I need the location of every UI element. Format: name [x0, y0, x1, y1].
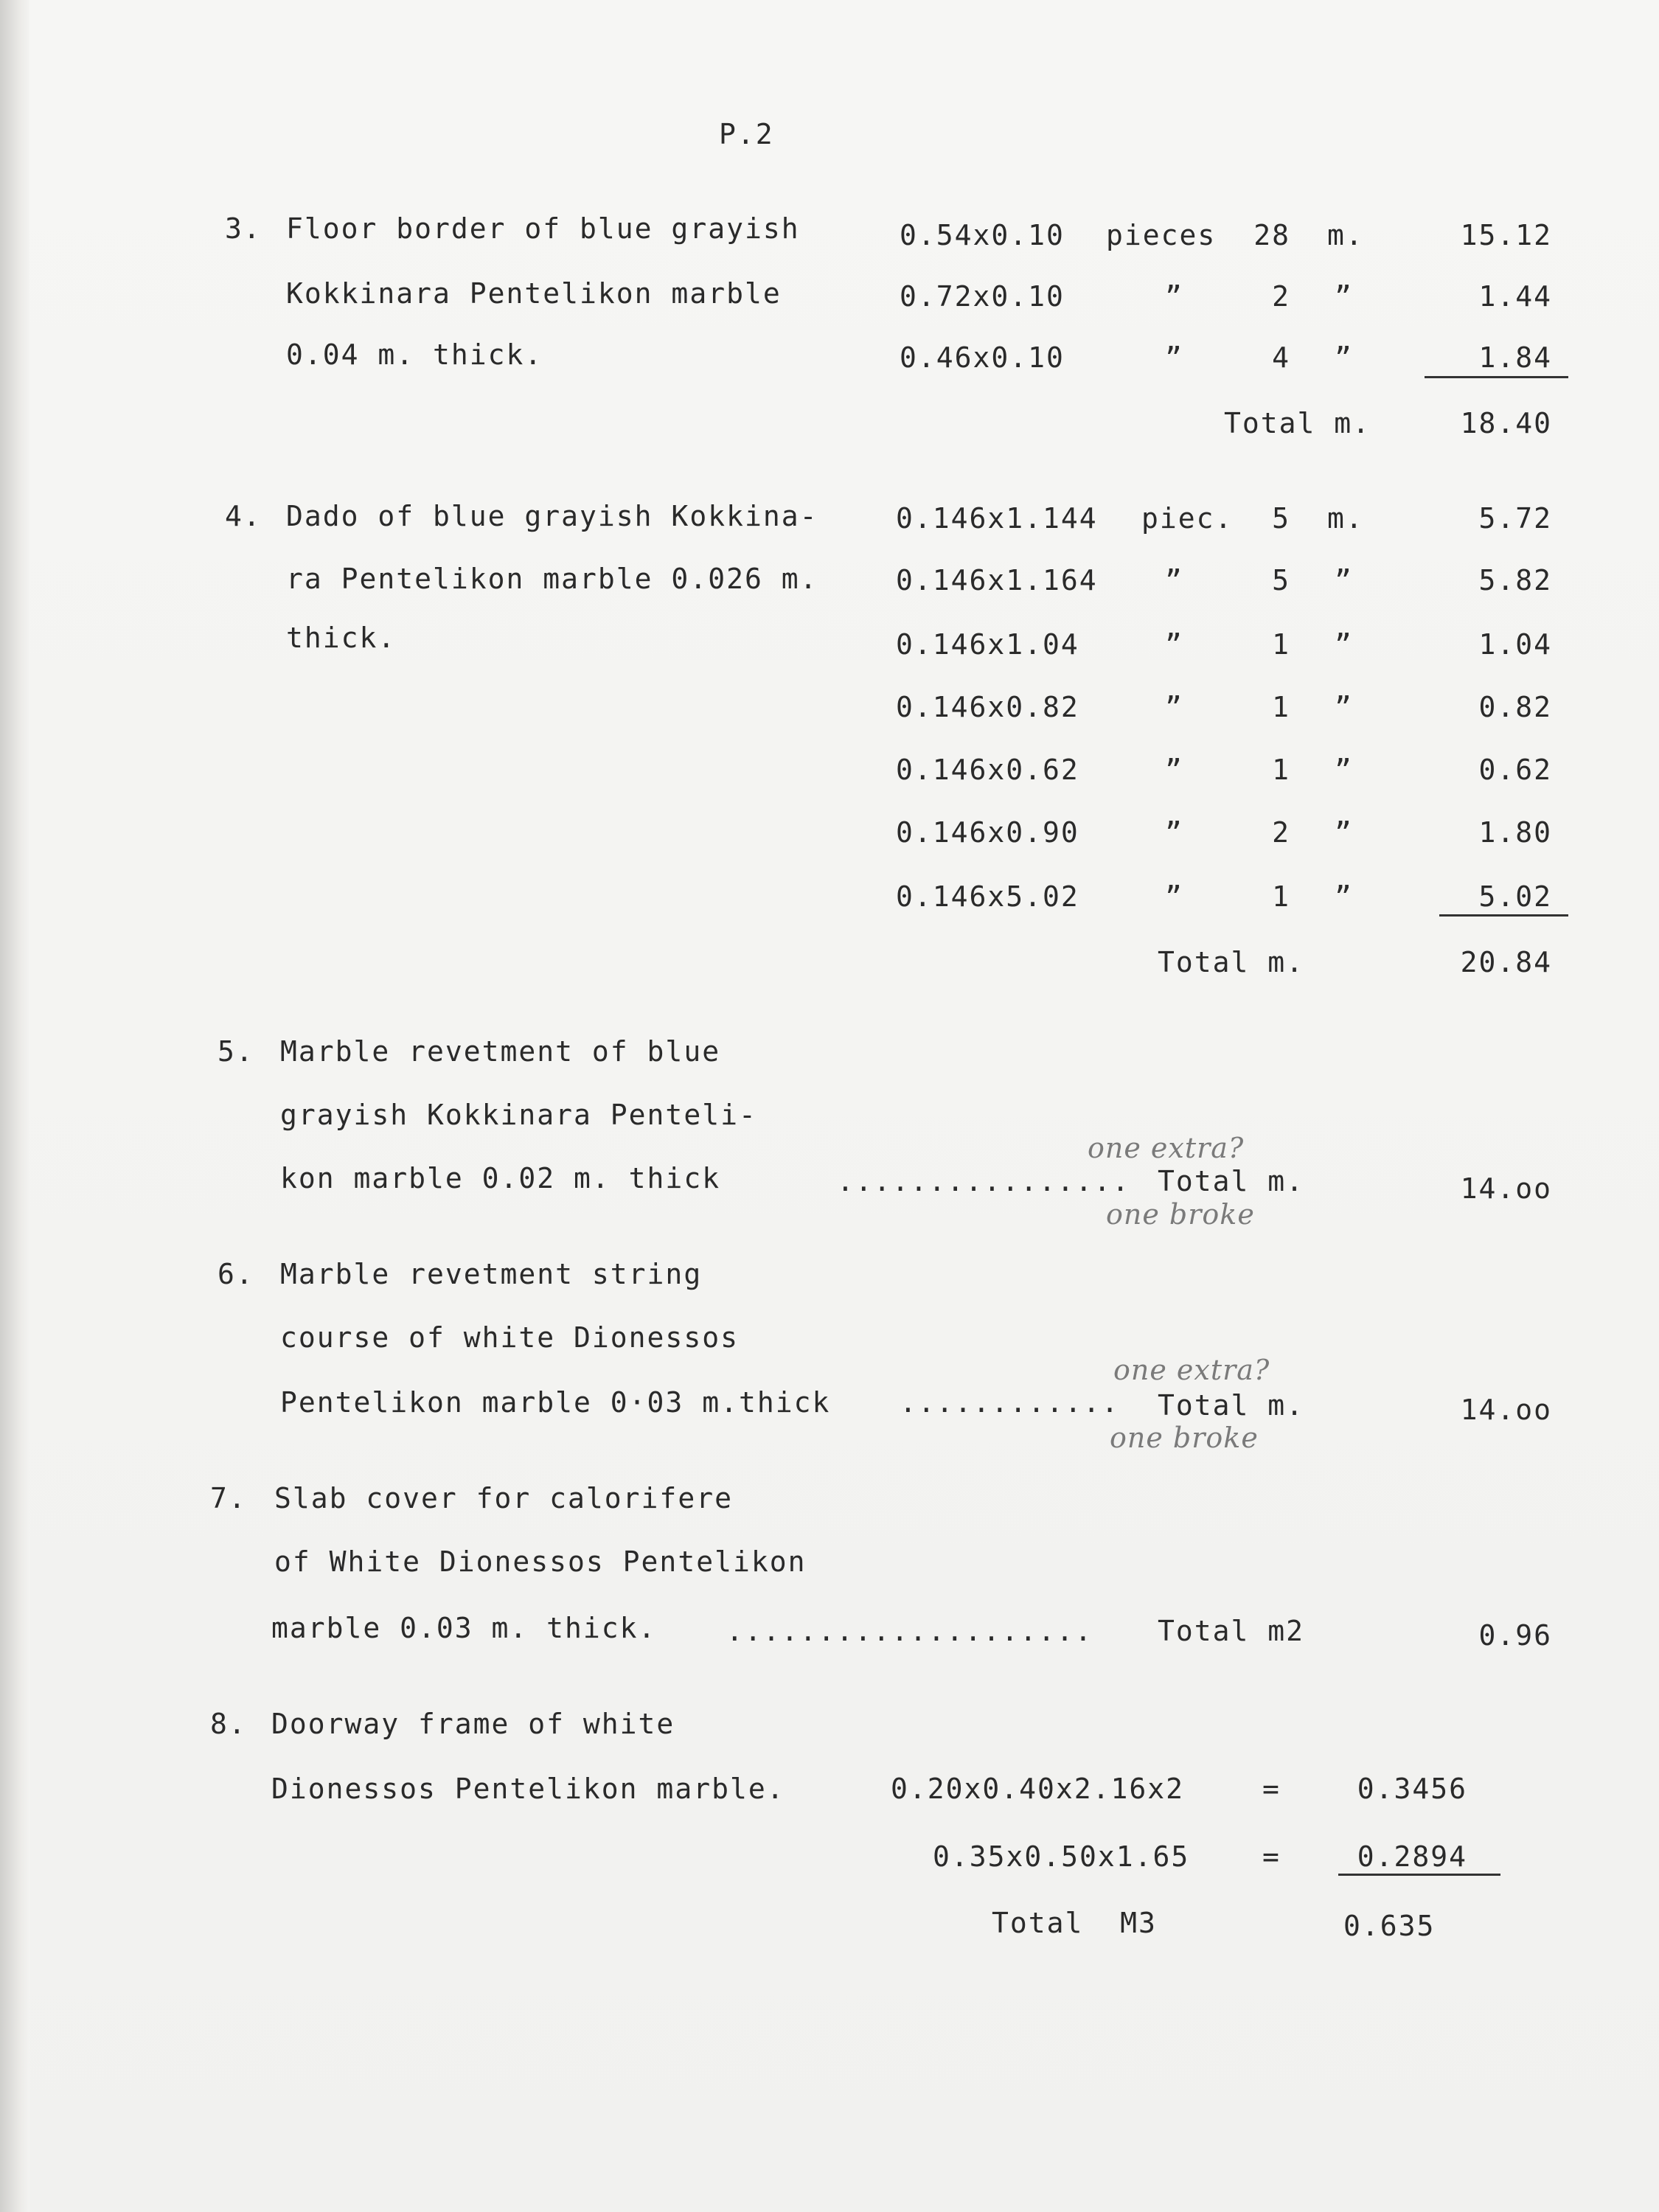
quantity: 1: [1272, 628, 1290, 661]
item-description-line: Dado of blue grayish Kokkina-: [286, 500, 818, 532]
leader-dots: ............: [900, 1386, 1120, 1419]
total-value: 20.84: [1460, 946, 1552, 978]
item-description-line: kon marble 0.02 m. thick: [280, 1162, 721, 1194]
dimensions: 0.146x0.90: [896, 816, 1079, 849]
unit: ”: [1165, 280, 1183, 313]
quantity: 1: [1272, 880, 1290, 913]
total-label: Total m.: [1224, 407, 1371, 439]
value: 1.84: [1478, 341, 1552, 374]
quantity: 1: [1272, 691, 1290, 723]
value: 5.82: [1478, 564, 1552, 597]
total-label: Total m2: [1158, 1615, 1305, 1647]
item-description-line: Doorway frame of white: [271, 1708, 675, 1740]
item-description-line: Pentelikon marble 0·03 m.thick: [280, 1386, 831, 1419]
value: 0.2894: [1357, 1840, 1467, 1873]
page-number: P.2: [719, 118, 774, 150]
value: 0.82: [1478, 691, 1552, 723]
unit: pieces: [1106, 219, 1217, 251]
item-description-line: ra Pentelikon marble 0.026 m.: [286, 563, 818, 595]
unit: ”: [1165, 341, 1183, 374]
measure: ”: [1335, 280, 1353, 313]
item-number: 3.: [225, 212, 262, 245]
total-rule: [1338, 1874, 1500, 1876]
measure: ”: [1335, 341, 1353, 374]
total-label: Total m.: [1158, 1165, 1305, 1197]
item-description-line: of White Dionessos Pentelikon: [274, 1545, 807, 1578]
leader-dots: ................: [837, 1165, 1131, 1197]
dimensions: 0.146x1.144: [896, 502, 1098, 535]
measure: ”: [1335, 628, 1353, 661]
unit: ”: [1165, 564, 1183, 597]
unit: ”: [1165, 691, 1183, 723]
measure: ”: [1335, 880, 1353, 913]
item-number: 8.: [210, 1708, 247, 1740]
total-value: 14.oo: [1460, 1394, 1552, 1426]
dimensions: 0.146x1.04: [896, 628, 1079, 661]
dimensions: 0.146x0.62: [896, 754, 1079, 786]
quantity: 5: [1272, 564, 1290, 597]
value: 0.62: [1478, 754, 1552, 786]
value: 1.80: [1478, 816, 1552, 849]
quantity: 2: [1272, 816, 1290, 849]
equals-sign: =: [1262, 1840, 1281, 1873]
value: 5.72: [1478, 502, 1552, 535]
total-label: Total m.: [1158, 1389, 1305, 1422]
item-description-line: Floor border of blue grayish: [286, 212, 800, 245]
quantity: 4: [1272, 341, 1290, 374]
dimensions: 0.72x0.10: [900, 280, 1065, 313]
item-description-line: marble 0.03 m. thick.: [271, 1612, 657, 1644]
handwritten-note: one broke: [1106, 1198, 1255, 1231]
item-number: 4.: [225, 500, 262, 532]
dimensions: 0.54x0.10: [900, 219, 1065, 251]
dimensions: 0.146x5.02: [896, 880, 1079, 913]
quantity: 5: [1272, 502, 1290, 535]
handwritten-note: one extra?: [1113, 1354, 1270, 1386]
leader-dots: ....................: [708, 1615, 1093, 1647]
dimensions: 0.146x0.82: [896, 691, 1079, 723]
value: 5.02: [1478, 880, 1552, 913]
paper-edge: [0, 0, 29, 2212]
handwritten-note: one broke: [1110, 1422, 1259, 1454]
value: 1.44: [1478, 280, 1552, 313]
value: 15.12: [1460, 219, 1552, 251]
value: 0.3456: [1357, 1773, 1467, 1805]
item-description-line: course of white Dionessos: [280, 1321, 739, 1354]
total-label: Total M3: [992, 1907, 1157, 1939]
handwritten-note: one extra?: [1088, 1132, 1245, 1164]
dimensions: 0.46x0.10: [900, 341, 1065, 374]
item-description-line: thick.: [286, 622, 397, 654]
dimensions: 0.35x0.50x1.65: [933, 1840, 1190, 1873]
equals-sign: =: [1262, 1773, 1281, 1805]
quantity: 2: [1272, 280, 1290, 313]
item-number: 6.: [218, 1258, 254, 1290]
item-description-line: grayish Kokkinara Penteli-: [280, 1099, 757, 1131]
value: 1.04: [1478, 628, 1552, 661]
quantity: 28: [1253, 219, 1290, 251]
unit: ”: [1165, 628, 1183, 661]
measure: ”: [1335, 816, 1353, 849]
item-description-line: Dionessos Pentelikon marble.: [271, 1773, 785, 1805]
total-label: Total m.: [1158, 946, 1305, 978]
item-number: 7.: [210, 1482, 247, 1514]
total-value: 14.oo: [1460, 1172, 1552, 1205]
measure: m.: [1327, 219, 1364, 251]
total-value: 0.635: [1343, 1910, 1436, 1942]
unit: piec.: [1141, 502, 1234, 535]
dimensions: 0.20x0.40x2.16x2: [891, 1773, 1185, 1805]
measure: m.: [1327, 502, 1364, 535]
total-value: 0.96: [1478, 1619, 1552, 1652]
total-rule: [1439, 914, 1568, 917]
unit: ”: [1165, 880, 1183, 913]
measure: ”: [1335, 691, 1353, 723]
item-description-line: Slab cover for calorifere: [274, 1482, 733, 1514]
dimensions: 0.146x1.164: [896, 564, 1098, 597]
total-value: 18.40: [1460, 407, 1552, 439]
unit: ”: [1165, 754, 1183, 786]
quantity: 1: [1272, 754, 1290, 786]
unit: ”: [1165, 816, 1183, 849]
measure: ”: [1335, 754, 1353, 786]
item-description-line: Marble revetment of blue: [280, 1035, 721, 1068]
item-number: 5.: [218, 1035, 254, 1068]
item-description-line: Kokkinara Pentelikon marble: [286, 277, 782, 310]
total-rule: [1425, 376, 1568, 378]
paper-sheet: [29, 0, 1659, 2212]
item-description-line: Marble revetment string: [280, 1258, 703, 1290]
measure: ”: [1335, 564, 1353, 597]
item-description-line: 0.04 m. thick.: [286, 338, 543, 371]
